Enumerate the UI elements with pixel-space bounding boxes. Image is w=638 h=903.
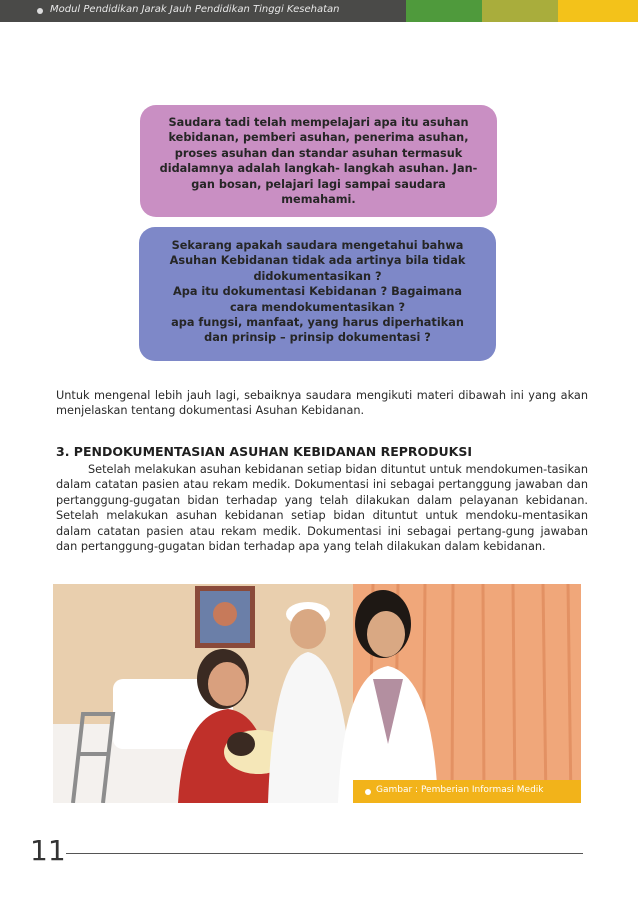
- figure-photo: [53, 584, 581, 803]
- header-yellow-block: [558, 0, 638, 22]
- callout-questions-line: Apa itu dokumentasi Kebidanan ? Bagaimana: [173, 285, 462, 299]
- callout-review-line: gan bosan, pelajari lagi sampai saudara: [191, 177, 446, 191]
- figure-caption-bar: [353, 780, 581, 803]
- callout-questions: [139, 227, 496, 361]
- callout-questions-line: didokumentasikan ?: [253, 269, 382, 283]
- callout-questions-line: Sekarang apakah saudara mengetahui bahwa: [171, 239, 464, 252]
- section-heading: 3. PENDOKUMENTASIAN ASUHAN KEBIDANAN REPRODUKSI: [56, 444, 473, 459]
- header-title: Modul Pendidikan Jarak Jauh Pendidikan Tinggi Kesehatan: [50, 4, 340, 15]
- page-header: [0, 0, 638, 22]
- page-number: 11: [30, 834, 66, 867]
- header-bullet-icon: [37, 8, 43, 14]
- section-body: Setelah melakukan asuhan kebidanan setiap bidan dituntut untuk mendokumen-tasikan dalam catatan pasien atau rekam medik. Dokumentasi ini sebagai pertanggung jawaban dan pertanggung-gugatan bidan terhadap yang telah dilakukan dalam pelayanan kebidanan. Setelah melakukan asuhan kebidanan setiap bidan dituntut untuk mendoku-mentasikan dalam catatan pasien atau rekam medik. Dokumentasi ini sebagai pertang-gung jawaban dan pertanggung-gugatan bidan terhadap apa yang telah dilakukan dalam kebidanan.: [56, 463, 588, 554]
- callout-review: [140, 105, 497, 217]
- callout-review-line: Saudara tadi telah mempelajari apa itu asuhan: [168, 116, 469, 129]
- figure-caption: Gambar : Pemberian Informasi Medik: [376, 785, 544, 795]
- intro-paragraph: Untuk mengenal lebih jauh lagi, sebaiknya saudara mengikuti materi dibawah ini yang akan menjelaskan tentang dokumentasi Asuhan Kebidanan.: [56, 389, 588, 418]
- callout-questions-line: dan prinsip – prinsip dokumentasi ?: [204, 331, 431, 345]
- callout-questions-line: Asuhan Kebidanan tidak ada artinya bila tidak: [169, 254, 466, 268]
- callout-review-line: memahami.: [281, 193, 356, 207]
- caption-bullet-icon: [365, 789, 371, 795]
- callout-review-line: didalamnya adalah langkah- langkah asuhan. Jan-: [159, 162, 478, 176]
- header-olive-block: [482, 0, 558, 22]
- callout-review-line: proses asuhan dan standar asuhan termasuk: [174, 146, 463, 160]
- callout-questions-line: cara mendokumentasikan ?: [229, 300, 406, 314]
- header-green-block: [406, 0, 482, 22]
- callout-questions-line: apa fungsi, manfaat, yang harus diperhatikan: [171, 316, 464, 330]
- callout-review-line: kebidanan, pemberi asuhan, penerima asuhan,: [168, 131, 469, 145]
- photo-illustration: [53, 584, 581, 803]
- footer-rule: [66, 853, 583, 854]
